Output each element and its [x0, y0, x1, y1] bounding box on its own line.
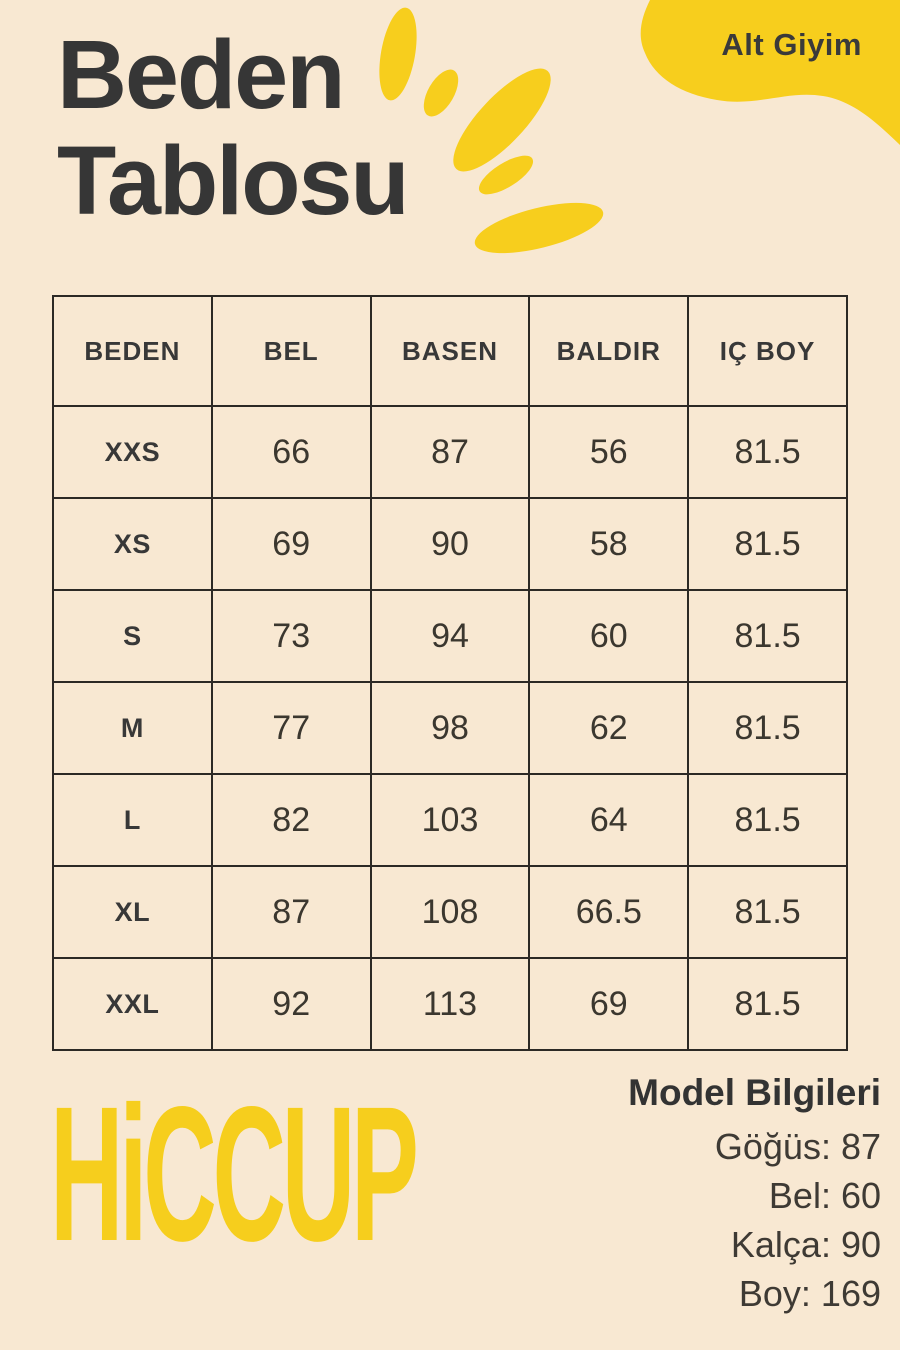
size-table-container [52, 295, 848, 1051]
column-header-beden: BEDEN [53, 296, 212, 406]
size-cell: XL [53, 866, 212, 958]
size-table [52, 295, 848, 1051]
column-header-icboy: IÇ BOY [688, 296, 847, 406]
table-row [53, 590, 847, 682]
page-title-line1: Beden [57, 20, 344, 129]
value-cell: 77 [212, 682, 371, 774]
value-cell: 94 [371, 590, 530, 682]
value-cell: 66.5 [529, 866, 688, 958]
value-cell: 81.5 [688, 406, 847, 498]
value-cell: 58 [529, 498, 688, 590]
column-header-basen: BASEN [371, 296, 530, 406]
value-cell: 66 [212, 406, 371, 498]
value-cell: 108 [371, 866, 530, 958]
table-row [53, 682, 847, 774]
corner-blob-decoration [638, 0, 900, 152]
value-cell: 87 [371, 406, 530, 498]
value-cell: 82 [212, 774, 371, 866]
table-row [53, 958, 847, 1050]
value-cell: 60 [529, 590, 688, 682]
value-cell: 90 [371, 498, 530, 590]
category-badge: Alt Giyim [721, 27, 862, 62]
model-info-kalca: Kalça: 90 [730, 1224, 881, 1265]
value-cell: 62 [529, 682, 688, 774]
value-cell: 81.5 [688, 774, 847, 866]
value-cell: 69 [212, 498, 371, 590]
column-header-bel: BEL [212, 296, 371, 406]
value-cell: 81.5 [688, 958, 847, 1050]
size-cell: XXL [53, 958, 212, 1050]
table-row [53, 406, 847, 498]
value-cell: 81.5 [688, 498, 847, 590]
value-cell: 56 [529, 406, 688, 498]
value-cell: 98 [371, 682, 530, 774]
table-header-row [53, 296, 847, 406]
value-cell: 69 [529, 958, 688, 1050]
value-cell: 81.5 [688, 682, 847, 774]
value-cell: 81.5 [688, 866, 847, 958]
value-cell: 81.5 [688, 590, 847, 682]
value-cell: 113 [371, 958, 530, 1050]
table-row [53, 498, 847, 590]
value-cell: 92 [212, 958, 371, 1050]
model-info-block [628, 1072, 881, 1318]
size-cell: L [53, 774, 212, 866]
value-cell: 103 [371, 774, 530, 866]
page-title-line2: Tablosu [57, 125, 408, 235]
size-cell: XS [53, 498, 212, 590]
model-info-gogus: Göğüs: 87 [714, 1126, 881, 1167]
model-info-boy: Boy: 169 [738, 1273, 881, 1314]
table-row [53, 774, 847, 866]
table-row [53, 866, 847, 958]
brand-logo: HiCCUP [50, 1066, 415, 1281]
column-header-baldir: BALDIR [529, 296, 688, 406]
size-cell: M [53, 682, 212, 774]
value-cell: 73 [212, 590, 371, 682]
size-cell: S [53, 590, 212, 682]
model-info-bel: Bel: 60 [768, 1175, 881, 1216]
value-cell: 87 [212, 866, 371, 958]
page-title [57, 22, 408, 233]
model-info-title: Model Bilgileri [628, 1072, 881, 1113]
value-cell: 64 [529, 774, 688, 866]
size-cell: XXS [53, 406, 212, 498]
